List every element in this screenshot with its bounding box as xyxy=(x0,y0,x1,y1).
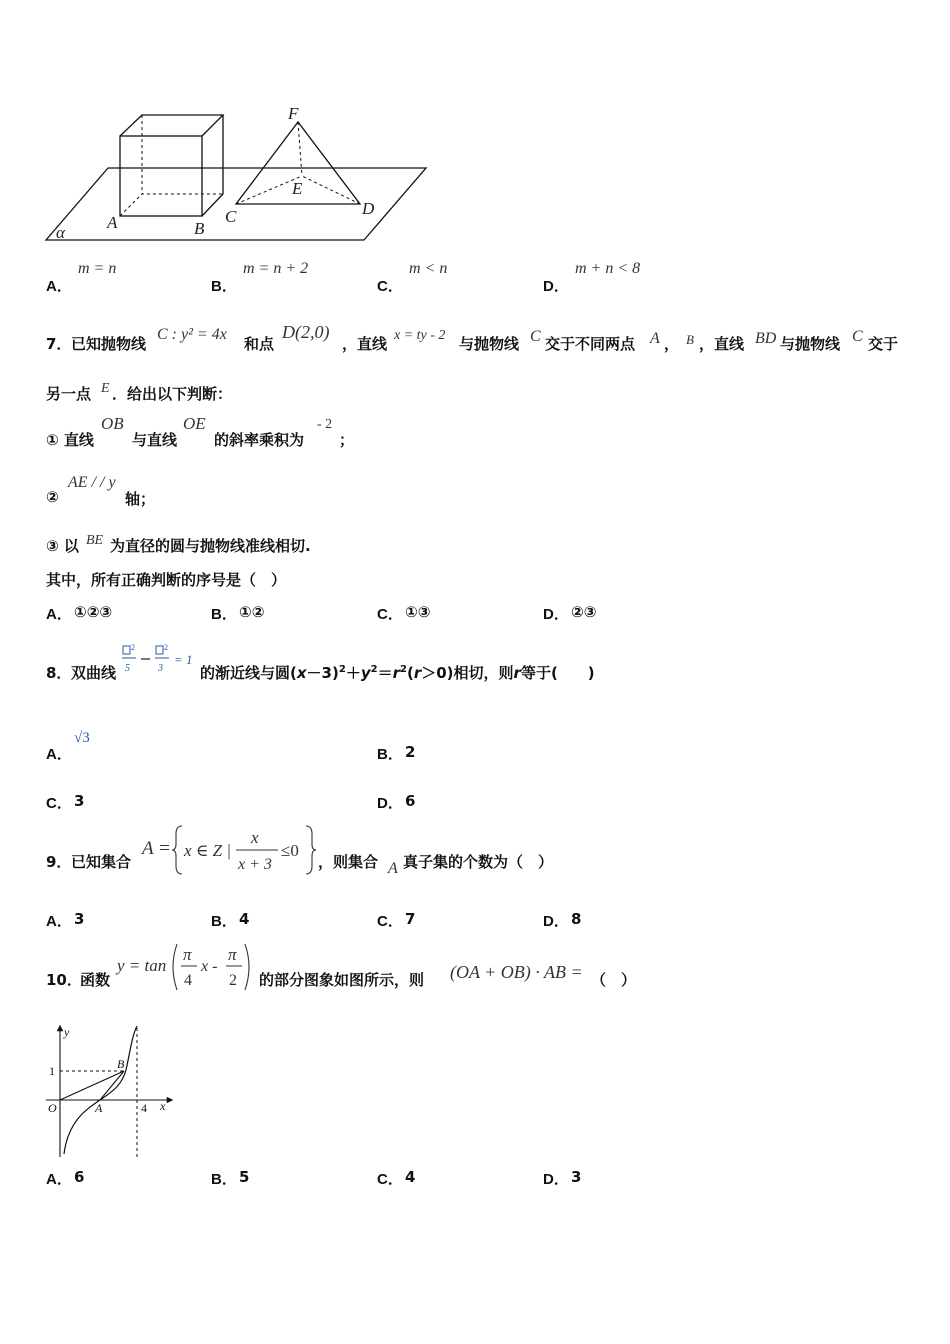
q10-x-minus: x - xyxy=(201,958,218,975)
q8-stem-rest xyxy=(200,662,595,683)
q9-math-a: A xyxy=(388,860,398,877)
q7-stmt1-c: 的斜率乘积为 xyxy=(214,431,305,449)
q7-option-a-text: ①②③ xyxy=(74,603,113,621)
label-E: E xyxy=(292,179,303,198)
q10-option-b-label[interactable]: B． xyxy=(211,1171,237,1188)
q8-text-1: 双曲线 xyxy=(71,664,117,682)
q8-option-d-label[interactable]: D． xyxy=(377,795,403,812)
q6-option-b-math: m = n + 2 xyxy=(243,260,309,277)
q8-frac2-den: 3 xyxy=(158,663,163,674)
q10-tan-curve xyxy=(64,1026,137,1154)
label-alpha: α xyxy=(56,223,65,242)
q10-number: 10． xyxy=(46,971,82,989)
q7-number: 7． xyxy=(46,335,72,353)
q8-frac1-sup: 2 xyxy=(131,643,135,652)
q7-math-bd: BD xyxy=(755,330,777,347)
label-D: D xyxy=(362,199,375,218)
q7-text-6: ， xyxy=(664,335,680,353)
q7-stmt2-b: 轴； xyxy=(125,490,156,508)
q7-stmt1-d: ； xyxy=(339,431,355,449)
q6-option-a-math: m = n xyxy=(78,260,117,277)
q8-option-d-text: 6 xyxy=(405,792,416,810)
q10-func-label: y = tan xyxy=(117,956,167,975)
q8-hyperbola-formula xyxy=(120,641,202,677)
q7-math-ae-parallel: AE / / y xyxy=(68,474,116,491)
q8-option-b-text: 2 xyxy=(405,743,416,761)
q7-parabola-eq: C : y² = 4x xyxy=(157,326,227,343)
q9-set-builder xyxy=(172,824,320,876)
q10-function-formula xyxy=(115,940,255,994)
q7-math-b: B xyxy=(686,332,694,347)
q7-point-d: D(2,0) xyxy=(282,322,330,342)
q7-math-c1: C xyxy=(530,328,541,345)
q8-text-7: 等于( ) xyxy=(520,664,595,682)
q7-option-d-text: ②③ xyxy=(571,603,597,621)
q7-ask: 其中，所有正确判断的序号是（ ） xyxy=(46,571,287,589)
q8-text-3: －3) xyxy=(306,664,339,682)
q10-text-3: （ ） xyxy=(591,971,637,989)
q8-sq-1: 2 xyxy=(338,664,346,675)
q9-left-brace xyxy=(172,826,182,874)
q6-option-b-label[interactable]: B． xyxy=(211,278,237,295)
q8-option-c-text: 3 xyxy=(74,792,85,810)
q7-option-b-label[interactable]: B． xyxy=(211,606,237,623)
q10-label-one: 1 xyxy=(49,1064,55,1078)
q10-label-y: y xyxy=(64,1025,70,1039)
q10-text-1: 函数 xyxy=(80,971,111,989)
q8-r2: r xyxy=(413,664,422,682)
q10-option-b-text: 5 xyxy=(239,1168,250,1186)
q7-text-9: 交于 xyxy=(868,335,899,353)
q7-option-c-text: ①③ xyxy=(405,603,431,621)
q8-text-4: ＝ xyxy=(377,664,393,682)
q8-number: 8． xyxy=(46,664,72,682)
q6-option-c-math: m < n xyxy=(409,260,448,277)
q7-math-be: BE xyxy=(86,533,104,548)
q9-text-2: ，则集合 xyxy=(318,853,379,871)
label-A: A xyxy=(107,213,118,232)
q9-number: 9． xyxy=(46,853,72,871)
q7-text-7: ，直线 xyxy=(699,335,745,353)
q10-option-c-text: 4 xyxy=(405,1168,416,1186)
q9-leq: ≤0 xyxy=(281,841,299,860)
q10-pi-2: π xyxy=(228,945,237,964)
q7-math-minus2: - 2 xyxy=(317,417,333,432)
q10-two: 2 xyxy=(229,972,237,989)
q10-option-d-text: 3 xyxy=(571,1168,582,1186)
q7-stmt1-b: 与直线 xyxy=(132,431,178,449)
q7-line2-b: ．给出以下判断： xyxy=(112,385,233,403)
q7-math-e: E xyxy=(101,381,110,396)
q10-option-c-label[interactable]: C． xyxy=(377,1171,403,1188)
q8-text-6: ＞0)相切，则 xyxy=(421,664,514,682)
q8-option-a-label[interactable]: A． xyxy=(46,746,72,763)
q7-stmt1-a: ① 直线 xyxy=(46,431,94,449)
q10-option-a-text: 6 xyxy=(74,1168,85,1186)
q8-r1: r xyxy=(392,664,400,682)
q7-text-4: 与抛物线 xyxy=(459,335,520,353)
label-C: C xyxy=(225,207,237,226)
q8-frac2-box xyxy=(156,646,163,654)
q10-label-o: O xyxy=(48,1101,57,1115)
q8-x: x xyxy=(296,664,307,682)
q6-option-d-math: m + n < 8 xyxy=(575,260,641,277)
q7-math-a: A xyxy=(650,330,660,347)
q7-stmt2-a: ② xyxy=(46,488,59,506)
q7-option-a-label[interactable]: A． xyxy=(46,606,72,623)
q9-condition: x ∈ Z | xyxy=(184,841,232,860)
q7-option-b-text: ①② xyxy=(239,603,265,621)
q7-math-c2: C xyxy=(852,328,863,345)
label-F: F xyxy=(288,104,299,123)
q7-line2-a: 另一点 xyxy=(46,385,92,403)
q9-set-a: A = xyxy=(142,838,171,859)
q7-option-c-label[interactable]: C． xyxy=(377,606,403,623)
q9-text-3: 真子集的个数为（ ） xyxy=(403,853,554,871)
q10-option-a-label[interactable]: A． xyxy=(46,1171,72,1188)
q10-graph xyxy=(40,1022,180,1162)
q7-option-d-label[interactable]: D． xyxy=(543,606,569,623)
q10-vector-expr: (OA + OB) · AB = xyxy=(450,962,583,982)
q9-option-c-text: 7 xyxy=(405,910,416,928)
q6-option-c-label[interactable]: C． xyxy=(377,278,403,295)
q8-frac2-sup: 2 xyxy=(164,643,168,652)
q8-option-c-label[interactable]: C． xyxy=(46,795,72,812)
q9-option-d-label[interactable]: D． xyxy=(543,913,569,930)
q10-segment-ob xyxy=(60,1071,124,1100)
q7-text-5: 交于不同两点 xyxy=(545,335,636,353)
geometry-figure xyxy=(40,100,440,250)
q7-line-eq: x = ty - 2 xyxy=(394,328,446,343)
cube-front-face xyxy=(120,136,202,216)
q8-option-a-text: √3 xyxy=(74,730,90,746)
q7-text-8: 与抛物线 xyxy=(780,335,841,353)
pyramid-hidden-DE xyxy=(302,176,360,204)
q7-math-oe: OE xyxy=(183,414,206,433)
q8-frac1-box xyxy=(123,646,130,654)
q7-stmt3-b: 为直径的圆与抛物线准线相切. xyxy=(110,537,311,555)
q10-right-paren xyxy=(245,944,249,990)
q9-option-b-label[interactable]: B． xyxy=(211,913,237,930)
label-B: B xyxy=(194,219,205,238)
q9-frac-num: x xyxy=(251,828,259,847)
q8-plus: ＋ xyxy=(345,664,361,682)
q8-text-5: ( xyxy=(406,664,414,682)
q10-option-d-label[interactable]: D． xyxy=(543,1171,569,1188)
q8-option-b-label[interactable]: B． xyxy=(377,746,403,763)
q9-option-d-text: 8 xyxy=(571,910,582,928)
q8-r3: r xyxy=(513,664,521,682)
q7-text-3: ，直线 xyxy=(342,335,388,353)
q6-option-d-label[interactable]: D． xyxy=(543,278,569,295)
q7-text-1: 已知抛物线 xyxy=(71,335,147,353)
q9-option-a-text: 3 xyxy=(74,910,85,928)
q10-label-a: A xyxy=(95,1101,103,1115)
q8-y: y xyxy=(360,664,371,682)
q10-four: 4 xyxy=(184,972,192,989)
cube-hidden-edges xyxy=(120,194,223,216)
q9-right-brace xyxy=(306,826,316,874)
q7-text-2: 和点 xyxy=(244,335,275,353)
q10-label-four: 4 xyxy=(141,1101,147,1115)
q10-label-x: x xyxy=(160,1099,166,1113)
q8-sq-2: 2 xyxy=(370,664,378,675)
q8-text-2: 的渐近线与圆( xyxy=(200,664,297,682)
cube-right-edges xyxy=(202,115,223,216)
q9-text-1: 已知集合 xyxy=(71,853,132,871)
q10-label-b: B xyxy=(117,1057,125,1071)
q6-option-a-label[interactable]: A． xyxy=(46,278,72,295)
q9-option-c-label[interactable]: C． xyxy=(377,913,403,930)
q8-eq-one: = 1 xyxy=(174,652,193,667)
q9-frac-den: x + 3 xyxy=(238,856,272,873)
cube-top-edges xyxy=(120,115,223,136)
q10-text-2: 的部分图象如图所示，则 xyxy=(259,971,425,989)
q10-pi-1: π xyxy=(183,945,192,964)
q10-left-paren xyxy=(173,944,177,990)
q9-option-a-label[interactable]: A． xyxy=(46,913,72,930)
q9-option-b-text: 4 xyxy=(239,910,250,928)
q7-stmt3-a: ③ 以 xyxy=(46,537,79,555)
q8-sq-3: 2 xyxy=(400,664,407,675)
q7-math-ob: OB xyxy=(101,414,124,433)
q10-segment-ab xyxy=(100,1071,124,1100)
q8-frac1-den: 5 xyxy=(125,663,130,674)
